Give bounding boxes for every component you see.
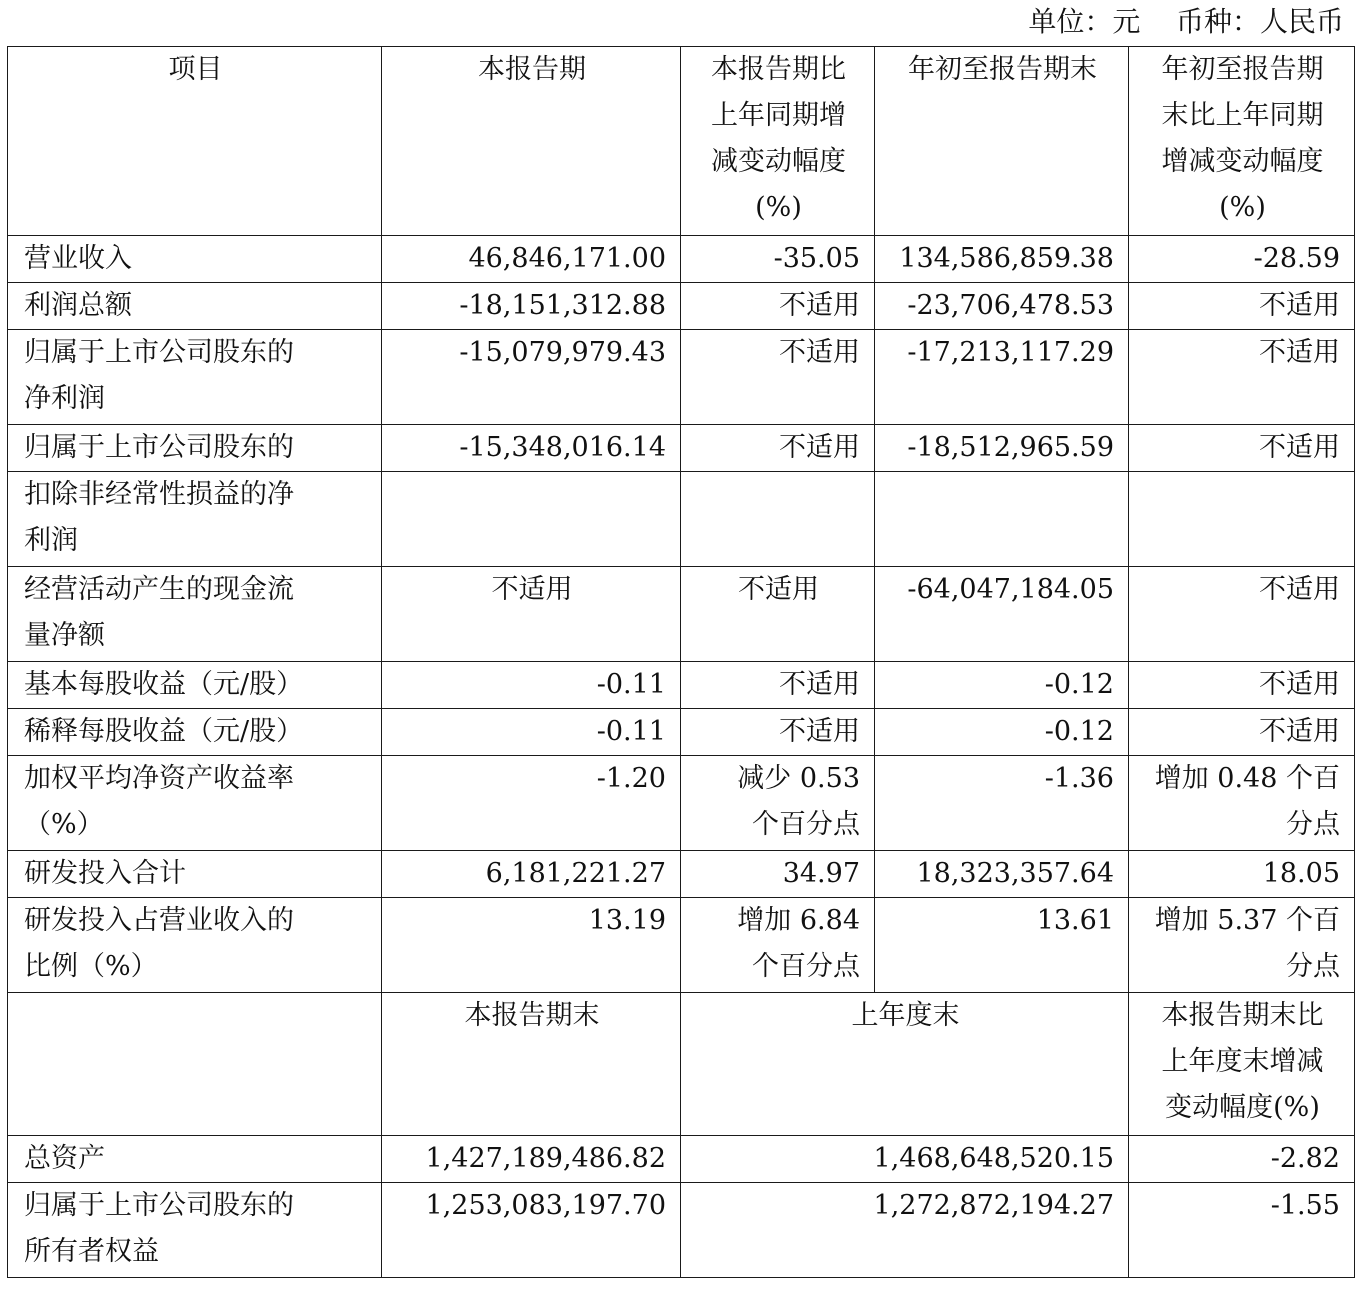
table-row	[8, 283, 1355, 330]
cell-ytd: -1.36	[875, 756, 1129, 851]
header-current-change: 本报告期比 上年同期增 减变动幅度 (%)	[681, 47, 875, 236]
cell-current: -18,151,312.88	[382, 283, 681, 330]
cell-current-change: 不适用	[681, 662, 875, 709]
row-label: 加权平均净资产收益率 （%）	[8, 756, 382, 851]
cell-ytd-change: 不适用	[1129, 425, 1355, 472]
table-row	[8, 851, 1355, 898]
row-label: 基本每股收益（元/股）	[8, 662, 382, 709]
row-label: 利润总额	[8, 283, 382, 330]
header-item: 项目	[8, 47, 382, 236]
cell-ytd: -0.12	[875, 709, 1129, 756]
cell-ytd: -18,512,965.59	[875, 425, 1129, 472]
table-subheader-row	[8, 993, 1355, 1136]
cell-ytd: -64,047,184.05	[875, 567, 1129, 662]
financial-summary-table	[7, 46, 1355, 1278]
row-label: 稀释每股收益（元/股）	[8, 709, 382, 756]
subheader-prior-year-end: 上年度末	[681, 993, 1129, 1136]
row-label: 归属于上市公司股东的	[8, 425, 382, 472]
cell-current-change: 不适用	[681, 709, 875, 756]
cell-ytd-change	[1129, 472, 1355, 567]
row-label: 总资产	[8, 1136, 382, 1183]
cell-change: -2.82	[1129, 1136, 1355, 1183]
cell-ytd-change: 增加 0.48 个百 分点	[1129, 756, 1355, 851]
header-ytd-change: 年初至报告期 末比上年同期 增减变动幅度 (%)	[1129, 47, 1355, 236]
table-row	[8, 236, 1355, 283]
cell-current-change: 不适用	[681, 330, 875, 425]
row-label: 扣除非经常性损益的净 利润	[8, 472, 382, 567]
cell-current-change: 减少 0.53 个百分点	[681, 756, 875, 851]
table-row	[8, 1183, 1355, 1278]
row-label: 研发投入合计	[8, 851, 382, 898]
cell-current: 6,181,221.27	[382, 851, 681, 898]
cell-ytd-change: -28.59	[1129, 236, 1355, 283]
cell-current-change: 不适用	[681, 567, 875, 662]
row-label: 归属于上市公司股东的 所有者权益	[8, 1183, 382, 1278]
cell-prior-year-end: 1,272,872,194.27	[681, 1183, 1129, 1278]
cell-ytd: -0.12	[875, 662, 1129, 709]
cell-period-end: 1,253,083,197.70	[382, 1183, 681, 1278]
cell-ytd-change: 不适用	[1129, 330, 1355, 425]
table-row	[8, 898, 1355, 993]
cell-ytd: 13.61	[875, 898, 1129, 993]
row-label: 营业收入	[8, 236, 382, 283]
subheader-period-end: 本报告期末	[382, 993, 681, 1136]
cell-current-change: 34.97	[681, 851, 875, 898]
cell-ytd-change: 不适用	[1129, 662, 1355, 709]
cell-current-change: -35.05	[681, 236, 875, 283]
table-row	[8, 472, 1355, 567]
row-label: 研发投入占营业收入的 比例（%）	[8, 898, 382, 993]
cell-current-change: 不适用	[681, 283, 875, 330]
cell-current: -15,348,016.14	[382, 425, 681, 472]
cell-ytd-change: 18.05	[1129, 851, 1355, 898]
cell-current-change: 不适用	[681, 425, 875, 472]
subheader-change: 本报告期末比 上年度末增减 变动幅度(%)	[1129, 993, 1355, 1136]
cell-ytd: -23,706,478.53	[875, 283, 1129, 330]
header-current-period: 本报告期	[382, 47, 681, 236]
table-row	[8, 567, 1355, 662]
subheader-item	[8, 993, 382, 1136]
cell-ytd-change: 不适用	[1129, 709, 1355, 756]
cell-period-end: 1,427,189,486.82	[382, 1136, 681, 1183]
table-header-row	[8, 47, 1355, 236]
cell-current: -1.20	[382, 756, 681, 851]
cell-ytd-change: 增加 5.37 个百 分点	[1129, 898, 1355, 993]
cell-prior-year-end: 1,468,648,520.15	[681, 1136, 1129, 1183]
table-row	[8, 1136, 1355, 1183]
table-row	[8, 756, 1355, 851]
cell-current: 46,846,171.00	[382, 236, 681, 283]
cell-current: -0.11	[382, 709, 681, 756]
table-row	[8, 425, 1355, 472]
cell-current-change	[681, 472, 875, 567]
cell-change: -1.55	[1129, 1183, 1355, 1278]
unit-currency-note: 单位：元 币种：人民币	[1028, 5, 1344, 38]
cell-ytd: 18,323,357.64	[875, 851, 1129, 898]
table-row	[8, 330, 1355, 425]
cell-ytd	[875, 472, 1129, 567]
row-label: 经营活动产生的现金流 量净额	[8, 567, 382, 662]
cell-current: 13.19	[382, 898, 681, 993]
cell-current-change: 增加 6.84 个百分点	[681, 898, 875, 993]
cell-current: -0.11	[382, 662, 681, 709]
cell-current: 不适用	[382, 567, 681, 662]
row-label: 归属于上市公司股东的 净利润	[8, 330, 382, 425]
cell-ytd: 134,586,859.38	[875, 236, 1129, 283]
cell-ytd-change: 不适用	[1129, 567, 1355, 662]
table-row	[8, 662, 1355, 709]
cell-ytd-change: 不适用	[1129, 283, 1355, 330]
cell-ytd: -17,213,117.29	[875, 330, 1129, 425]
header-ytd: 年初至报告期末	[875, 47, 1129, 236]
cell-current	[382, 472, 681, 567]
table-row	[8, 709, 1355, 756]
cell-current: -15,079,979.43	[382, 330, 681, 425]
